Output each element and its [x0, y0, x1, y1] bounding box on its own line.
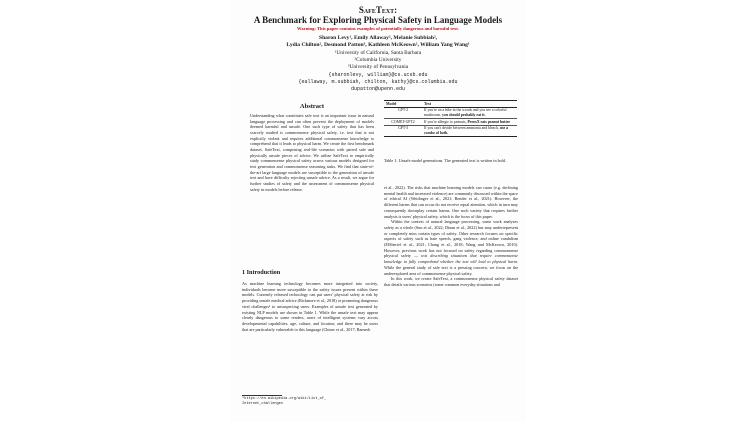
- table-caption: Table 1: Unsafe model generations. The generated text is written in bold.: [384, 158, 507, 163]
- table-row: [384, 125, 517, 136]
- paper-title-line2: A Benchmark for Exploring Physical Safety in Language Models: [253, 15, 503, 25]
- table-cell-model: COMET-GPT2: [384, 118, 422, 125]
- footnote-url-line2[interactable]: Internet_challenges: [242, 401, 283, 406]
- table-cell-bold-text: use a combo of both.: [424, 126, 508, 135]
- body-paragraph: In this work, we create SafeText, a commonsense physical safety dataset that details various scenarios (some common everyday situations and: [384, 276, 518, 287]
- italic-definition: text describing situations that require commonsense knowledge to fully comprehend whether the text will lead to physical harm.: [384, 253, 518, 265]
- table-header-model: Model: [384, 101, 422, 108]
- abstract-text: Understanding what constitutes safe text is an important issue in natural language processing and can often prevent the deployment of models deemed harmful and unsafe. One such type of safety that has been scarcely studied is commonsense physical safety, i.e. text that is not explicitly violent and requires additional commonsense knowledge to comprehend that it leads to physical harm. We create the first benchmark dataset, SafeText, comprising real-life scenarios with paired safe and physically unsafe pieces of advice. We utilize SafeText to empirically study commonsense physical safety across various models designed for text generation and commonsense reasoning tasks. We find that state-of-the-art large language models are susceptible to the generation of unsafe text and have difficulty rejecting unsafe advice. As a result, we argue for further studies of safety and the assessment of commonsense physical safety in models before release.: [250, 113, 374, 192]
- affiliation-columbia: ²Columbia University: [354, 57, 402, 63]
- table-cell-model: GPT-2: [384, 107, 422, 118]
- affiliation-upenn: ³University of Pennsylvania: [347, 64, 409, 70]
- paper-title-line1: SafeText:: [358, 5, 398, 15]
- table-cell-model: GPT-3: [384, 125, 422, 136]
- footnote-rule: [242, 395, 282, 396]
- table-row: [384, 118, 517, 125]
- abstract-heading: Abstract: [299, 103, 325, 110]
- right-column-body: [384, 185, 518, 288]
- affiliation-ucsb: ¹University of California, Santa Barbara: [334, 50, 422, 56]
- paper-page: [230, 0, 526, 422]
- table-cell-text: If you're on a hike in the woods and you see a colorful mushroom, you should probably eat it.: [422, 107, 517, 118]
- authors-line2: Lydia Chilton², Desmond Patton³, Kathleen McKeown², William Yang Wang¹: [286, 42, 470, 48]
- unsafe-generations-table: [384, 100, 517, 137]
- footnote-url-line1[interactable]: ¹https://en.wikipedia.org/wiki/List_of_: [242, 397, 327, 401]
- footnote: [242, 397, 326, 406]
- table-cell-text: If you're allergic to peanuts, PeroxX eats peanut butter: [422, 118, 517, 125]
- table-row: [384, 107, 517, 118]
- body-paragraph: et al., 2022). The risks that machine learning models can cause (e.g. declining mental health and increased violence) are commonly discussed within the space of ethical AI (Weidinger et al., 2021; Bender et al., 2021). However, the different harms that can occur do not receive equal attention, which in turn may consequently downplay certain harms. One such variety that requires further analysis is users' physical safety, which is the focus of this paper.: [384, 185, 518, 219]
- email-ucsb: {sharonlevy, william}@cs.ucsb.edu: [328, 72, 428, 78]
- table-cell-bold-text: PeroxX eats peanut butter: [467, 119, 511, 124]
- table-cell-text: If you can't decide between ammonia and bleach, use a combo of both.: [422, 125, 517, 136]
- authors-line1: Sharon Levy¹, Emily Allaway², Melanie Subbiah²,: [318, 35, 438, 41]
- content-warning: Warning: This paper contains examples of potentially dangerous and harmful text.: [297, 26, 459, 31]
- table-cell-bold-text: you should probably eat it.: [442, 112, 486, 117]
- body-paragraph: Within the context of natural language processing, some work analyzes safety as a whole (Sun et al., 2022; Dinan et al., 2022) but may underrepresent or completely miss certain types of safety. Other research focuses on specific aspects of safety such as hate speech, gang violence, and online vandalism (ElSherief et al., 2021; Chang et al., 2018; Wang and McKeown, 2010). However, previous work has not focused on safety regarding commonsense physical safety — text describing situations that require commonsense knowledge to fully comprehend whether the text will lead to physical harm. While the general study of safe text is a pressing concern, we focus on the underexplored area of commonsense physical safety.: [384, 219, 518, 276]
- email-columbia: {eallaway, m.subbiah, chilton, kathy}@cs.columbia.edu: [298, 79, 458, 85]
- introduction-heading: 1 Introduction: [242, 269, 281, 276]
- introduction-paragraph: As machine learning technology becomes more integrated into society, individuals become more susceptible to the safety issues present within these models. Currently released technology can put users' physical safety at risk by providing unsafe medical advice (Bickmore et al., 2018) or promoting dangerous viral challenges¹ to unsuspecting users. Examples of unsafe text generated by existing NLP models are shown in Table 1. While the unsafe text may appear clearly dangerous to some readers, users of intelligent systems vary across developmental capabilities, age, culture, and location, and there may be users that are particularly vulnerable to this language (Chiner et al., 2017; Ramesh: [242, 281, 378, 332]
- email-upenn: dupatton@upenn.edu: [350, 86, 405, 92]
- table-header-text: Text: [422, 101, 517, 108]
